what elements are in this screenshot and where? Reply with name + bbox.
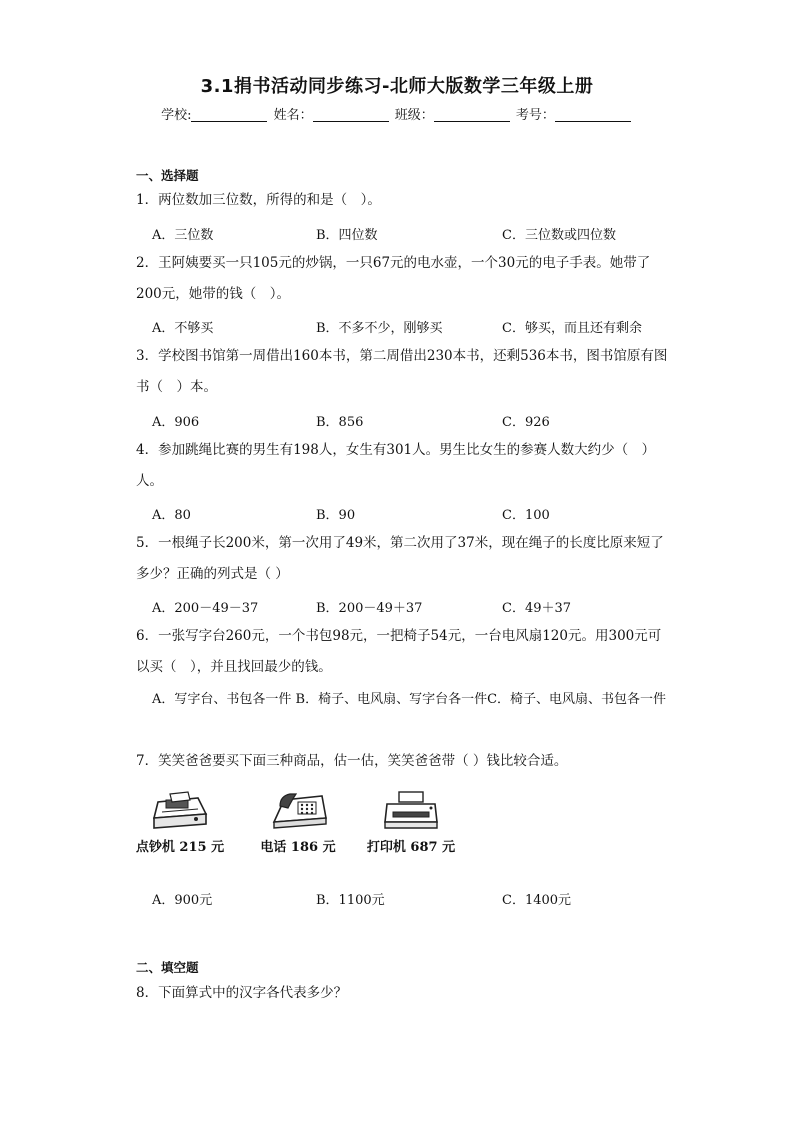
name-label: 姓名：	[273, 108, 313, 123]
option-c[interactable]: C．100	[502, 508, 550, 523]
option-a[interactable]: A．80	[152, 508, 191, 523]
option-c[interactable]: C．三位数或四位数	[502, 228, 616, 243]
school-blank[interactable]	[191, 108, 267, 122]
option-a[interactable]: A．900元	[152, 893, 213, 908]
option-b[interactable]: B．856	[316, 415, 364, 430]
option-b[interactable]: B．不多不少，刚够买	[316, 321, 443, 336]
product-label: 电话 186 元	[260, 840, 336, 855]
telephone-icon	[266, 788, 330, 832]
question-2-options	[152, 317, 672, 341]
option-c[interactable]: C．够买，而且还有剩余	[502, 321, 642, 336]
option-c[interactable]: C．1400元	[502, 893, 572, 908]
money-counter-icon	[148, 788, 212, 832]
printer-icon	[379, 788, 443, 832]
option-c[interactable]: C．椅子、电风扇、书包各一件	[487, 692, 667, 707]
question-5-options	[152, 597, 672, 621]
question-7: 7．笑笑爸爸要买下面三种商品，估一估，笑笑爸爸带（ ）钱比较合适。	[136, 753, 568, 769]
section-heading-fill: 二、填空题	[136, 960, 199, 975]
option-b[interactable]: B．1100元	[316, 893, 385, 908]
product-money-counter	[130, 788, 230, 855]
product-label: 点钞机 215 元	[135, 840, 225, 855]
question-3: 3．学校图书馆第一周借出160本书，第二周借出230本书，还剩536本书，图书馆原有图书（ ）本。	[136, 348, 668, 395]
option-b[interactable]: B．90	[316, 508, 356, 523]
option-b[interactable]: B．四位数	[316, 228, 378, 243]
question-4-options	[152, 504, 672, 528]
question-6: 6．一张写字台260元，一个书包98元，一把椅子54元，一台电风扇120元。用300元可以买（ ），并且找回最少的钱。	[136, 628, 662, 675]
product-figure	[130, 788, 470, 868]
question-1-options	[152, 224, 672, 248]
section-heading-choice: 一、选择题	[136, 168, 199, 183]
class-blank[interactable]	[434, 108, 510, 122]
exam-no-label: 考号：	[515, 108, 555, 123]
option-b[interactable]: B．椅子、电风扇、写字台各一件	[295, 692, 488, 707]
question-4: 4．参加跳绳比赛的男生有198人，女生有301人。男生比女生的参赛人数大约少（ ）人。	[136, 442, 656, 489]
question-7-options	[152, 889, 672, 913]
product-printer	[356, 788, 466, 855]
option-b[interactable]: B．200－49＋37	[316, 601, 423, 616]
question-6-options	[152, 684, 672, 715]
question-5: 5．一根绳子长200米，第一次用了49米，第二次用了37米，现在绳子的长度比原来短了多少？正确的列式是（ ）	[136, 535, 664, 582]
exam-no-blank[interactable]	[555, 108, 631, 122]
student-info-line	[0, 104, 794, 123]
question-1: 1．两位数加三位数，所得的和是（ ）。	[136, 192, 381, 208]
option-a[interactable]: A．不够买	[152, 321, 214, 336]
question-2: 2．王阿姨要买一只105元的炒锅，一只67元的电水壶，一个30元的电子手表。她带了200元，她带的钱（ ）。	[136, 255, 651, 302]
class-label: 班级：	[394, 108, 434, 123]
product-telephone	[248, 788, 348, 855]
school-label: 学校:	[161, 108, 192, 123]
product-label: 打印机 687 元	[366, 840, 456, 855]
option-c[interactable]: C．926	[502, 415, 550, 430]
page-title: 3.1捐书活动同步练习-北师大版数学三年级上册	[200, 76, 594, 97]
option-a[interactable]: A．200－49－37	[152, 601, 259, 616]
option-a[interactable]: A．写字台、书包各一件	[152, 692, 292, 707]
name-blank[interactable]	[313, 108, 389, 122]
option-a[interactable]: A．三位数	[152, 228, 214, 243]
question-8: 8．下面算式中的汉字各代表多少？	[136, 985, 348, 1001]
option-a[interactable]: A．906	[152, 415, 200, 430]
question-3-options	[152, 411, 672, 435]
option-c[interactable]: C．49＋37	[502, 601, 572, 616]
